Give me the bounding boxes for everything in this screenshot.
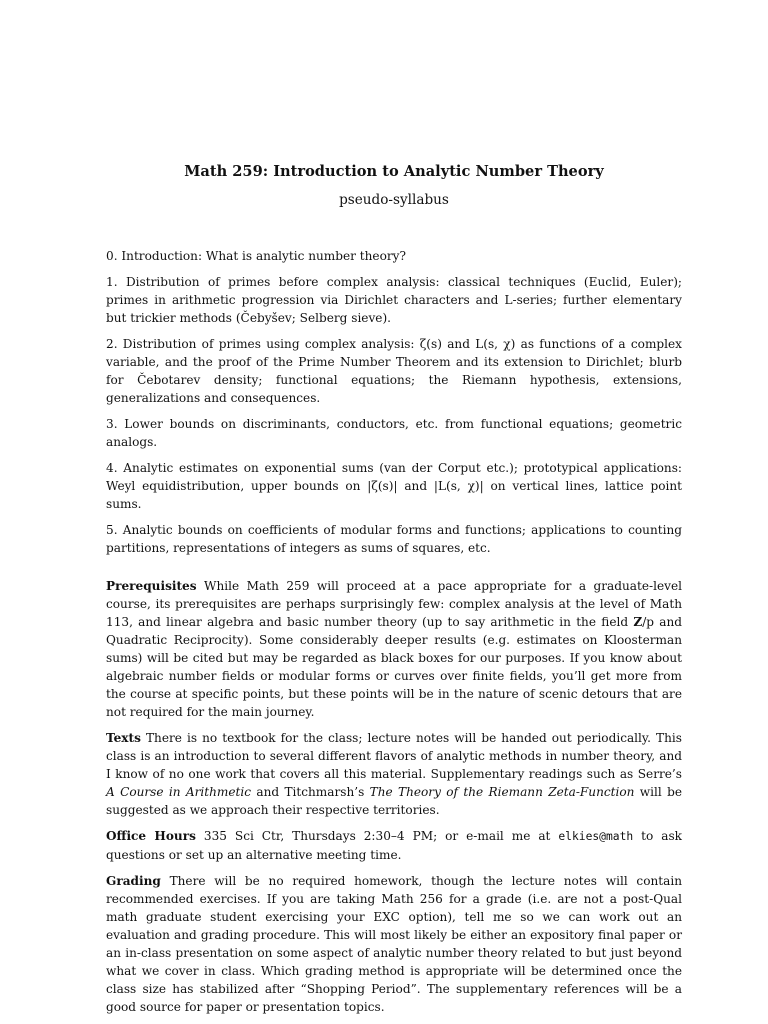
office-hours-text-b: to ask questions or set up an alternative meeting time. xyxy=(106,829,682,862)
page-title: Math 259: Introduction to Analytic Number Theory xyxy=(184,163,604,180)
prerequisites-text-b: /p and Quadratic Reciprocity). Some considerably deeper results (e.g. estimates on Kloosterman sums) will be cited but may be regarded as black boxes for our purposes. If you know about algebraic number fields or modular forms or curves over finite fields, you’ll get more from the course at specific points, but these points will be in the nature of scenic detours that are not required for the main journey. xyxy=(106,615,682,719)
texts-heading: Texts xyxy=(106,731,141,745)
integers-symbol: Z xyxy=(633,615,643,629)
topic-item: 2. Distribution of primes using complex analysis: ζ(s) and L(s, χ) as functions of a complex variable, and the proof of the Prime Number Theorem and its extension to Dirichlet; blurb for Čebotarev density; functional equations; the Riemann hypothesis, extensions, generalizations and consequences. xyxy=(106,337,682,405)
prerequisites-text-a: While Math 259 will proceed at a pace appropriate for a graduate-level course, its prerequisites are perhaps surprisingly few: complex analysis at the level of Math 113, and linear algebra and basic number theory (up to say arithmetic in the field xyxy=(106,579,682,629)
topic-item: 3. Lower bounds on discriminants, conductors, etc. from functional equations; geometric analogs. xyxy=(106,417,682,449)
office-hours-section xyxy=(106,827,682,864)
topic-item: 5. Analytic bounds on coefficients of modular forms and functions; applications to counting partitions, representations of integers as sums of squares, etc. xyxy=(106,523,682,555)
grading-text: There will be no required homework, though the lecture notes will contain recommended exercises. If you are taking Math 256 for a grade (i.e. are not a post-Qual math graduate student exercising your EXC option), tell me so we can work out an evaluation and grading procedure. This will most likely be either an expository final paper or an in-class presentation on some aspect of analytic number theory related to but just beyond what we cover in class. Which grading method is appropriate will be determined once the class size has stabilized after “Shopping Period”. The supplementary references will be a good source for paper or presentation topics. xyxy=(106,874,682,1014)
book-title-serre: A Course in Arithmetic xyxy=(106,785,252,799)
page-subtitle: pseudo-syllabus xyxy=(339,192,449,208)
syllabus-page xyxy=(106,162,682,1024)
topic-list xyxy=(106,247,682,557)
grading-heading: Grading xyxy=(106,874,161,888)
prerequisites-section xyxy=(106,577,682,721)
email-address: elkies@math xyxy=(558,830,634,843)
office-hours-text-a: 335 Sci Ctr, Thursdays 2:30–4 PM; or e-mail me at xyxy=(203,829,559,843)
texts-text-c: will be suggested as we approach their respective territories. xyxy=(106,785,682,817)
grading-section xyxy=(106,872,682,1016)
texts-section xyxy=(106,729,682,819)
topic-item: 1. Distribution of primes before complex analysis: classical techniques (Euclid, Euler); primes in arithmetic progression via Dirichlet characters and L-series; further elementary but trickier methods (Čebyšev; Selberg sieve). xyxy=(106,275,682,325)
texts-text-a: There is no textbook for the class; lecture notes will be handed out periodically. This class is an introduction to several different flavors of analytic methods in number theory, and I know of no one work that covers all this material. Supplementary readings such as Serre’s xyxy=(106,731,682,781)
prerequisites-heading: Prerequisites xyxy=(106,579,197,593)
topic-item: 4. Analytic estimates on exponential sums (van der Corput etc.); prototypical applications: Weyl equidistribution, upper bounds on |ζ(s)| and |L(s, χ)| on vertical lines, lattice point sums. xyxy=(106,461,682,511)
texts-text-b: and Titchmarsh’s xyxy=(251,785,370,799)
office-hours-heading: Office Hours xyxy=(106,829,196,843)
book-title-titchmarsh: The Theory of the Riemann Zeta-Function xyxy=(369,785,635,799)
topic-item: 0. Introduction: What is analytic number theory? xyxy=(106,249,406,263)
